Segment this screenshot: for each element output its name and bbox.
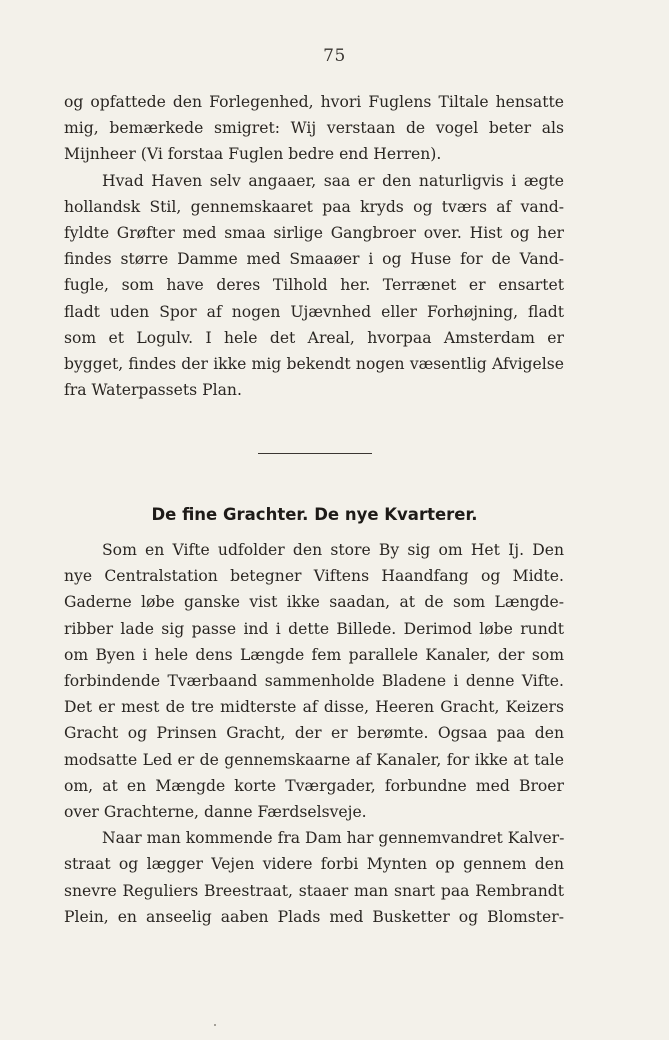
text-line: nye Centralstation betegner Viftens Haandfang og Midte. [64,567,564,586]
text-line: som et Logulv. I hele det Areal, hvorpaa Amsterdam er [64,328,564,347]
text-line: Naar man kommende fra Dam har gennemvandret Kalver- [102,829,564,848]
text-line: om, at en Mængde korte Tværgader, forbundne med Broer [64,776,564,795]
text-line: Gaderne løbe ganske vist ikke saadan, at de som Længde- [64,593,564,612]
text-line: Mijnheer (Vi forstaa Fuglen bedre end Herren). [64,145,442,164]
text-line: Det er mest de tre midterste af disse, Heeren Gracht, Keizers [64,698,564,717]
text-line: fyldte Grøfter med smaa sirlige Gangbroer over. Hist og her [64,224,564,243]
text-line: straat og lægger Vejen videre forbi Mynten op gennem den [64,855,564,874]
text-line: Gracht og Prinsen Gracht, der er berømte. Ogsaa paa den [64,724,564,743]
section-heading: De fine Grachter. De nye Kvarterer. [151,505,478,524]
text-line: fladt uden Spor af nogen Ujævnhed eller Forhøjning, fladt [64,302,564,321]
text-line: fra Waterpassets Plan. [64,381,242,400]
text-line: og opfattede den Forlegenhed, hvori Fuglens Tiltale hensatte [64,93,564,111]
text-line: over Grachterne, danne Færdselsveje. [64,803,367,822]
paragraph-block-2 [64,537,564,930]
text-line: Plein, en anseelig aaben Plads med Busketter og Blomster- [64,907,564,926]
text-line: fugle, som have deres Tilhold her. Terrænet er ensartet [64,276,564,295]
text-line: Som en Vifte udfolder den store By sig om Het Ij. Den [102,541,564,559]
text-line: ribber lade sig passe ind i dette Billede. Derimod løbe rundt [64,619,564,638]
paragraph-block-1 [64,89,564,403]
paper-speck [214,1024,216,1026]
text-line: om Byen i hele dens Længde fem parallele Kanaler, der som [64,645,564,664]
text-line: Hvad Haven selv angaaer, saa er den naturligvis i ægte [102,171,564,190]
text-line: findes større Damme med Smaaøer i og Huse for de Vand- [64,250,564,269]
text-line: mig, bemærkede smigret: Wij verstaan de vogel beter als [64,119,564,138]
text-line: bygget, findes der ikke mig bekendt nogen væsentlig Afvigelse [64,355,564,374]
text-line: hollandsk Stil, gennemskaaret paa kryds og tværs af vand- [64,197,564,216]
text-line: forbindende Tværbaand sammenholde Bladene i denne Vifte. [64,672,564,691]
page-number: 75 [323,46,346,66]
text-line: snevre Reguliers Breestraat, staaer man snart paa Rembrandt [64,881,564,900]
text-line: modsatte Led er de gennemskaarne af Kanaler, for ikke at tale [64,750,564,769]
section-separator [258,453,372,454]
